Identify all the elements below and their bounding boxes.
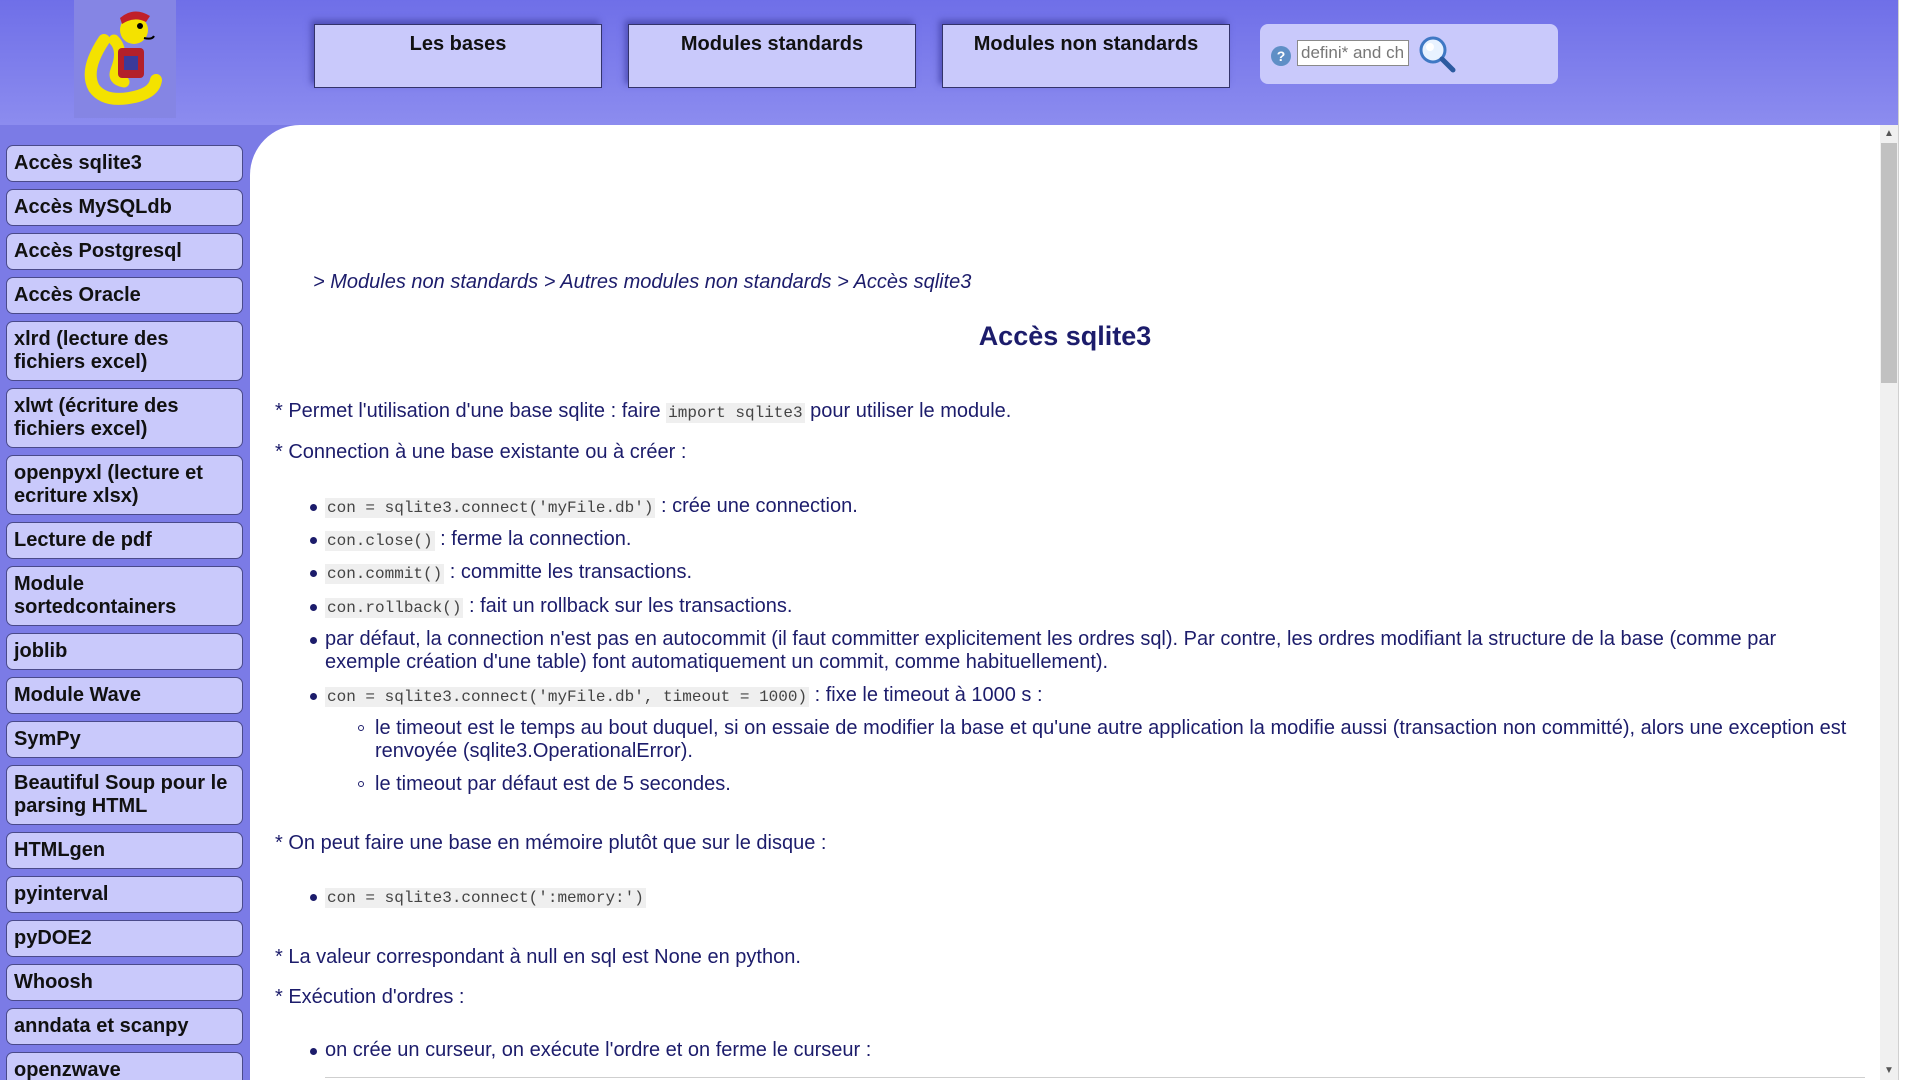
list-item — [325, 885, 1855, 910]
sidebar-item-acces-sqlite3[interactable]: Accès sqlite3 — [6, 145, 243, 182]
page-title: Accès sqlite3 — [978, 321, 1152, 351]
paragraph-execution: * Exécution d'ordres : — [275, 986, 465, 1008]
list-item-text: : committe les transactions. — [444, 561, 693, 583]
sidebar-item-joblib[interactable]: joblib — [6, 633, 243, 670]
inline-code: con = sqlite3.connect('myFile.db', timeout = 1000) — [327, 688, 808, 706]
breadcrumb — [313, 271, 971, 294]
nav-modules-non-standards-button[interactable]: Modules non standards — [942, 24, 1230, 88]
list-item-text: : crée une connection. — [655, 495, 858, 517]
sidebar-item-acces-postgresql[interactable]: Accès Postgresql — [6, 233, 243, 270]
inline-code: con.close() — [327, 532, 433, 550]
list-item — [325, 495, 1855, 520]
search-input[interactable] — [1297, 40, 1409, 66]
sidebar-item-sympy[interactable]: SymPy — [6, 721, 243, 758]
python-logo[interactable] — [74, 0, 176, 118]
list-item — [325, 528, 1855, 553]
sidebar-item-openzwave[interactable]: openzwave — [6, 1052, 243, 1080]
paragraph-memory: * On peut faire une base en mémoire plutôt que sur le disque : — [275, 832, 827, 854]
paragraph-null: * La valeur correspondant à null en sql est None en python. — [275, 946, 801, 968]
breadcrumb-autres-modules-link[interactable]: Autres modules non standards — [560, 271, 832, 293]
inline-code: con = sqlite3.connect(':memory:') — [327, 889, 644, 907]
inline-code: con = sqlite3.connect('myFile.db') — [327, 499, 654, 517]
code-block-top-border — [325, 1077, 1865, 1078]
sidebar-item-htmlgen[interactable]: HTMLgen — [6, 832, 243, 869]
inline-code: import sqlite3 — [668, 404, 803, 422]
main-content — [250, 125, 1880, 1080]
list-item — [325, 595, 1855, 620]
scrollbar-thumb[interactable] — [1881, 143, 1897, 383]
sidebar-item-module-wave[interactable]: Module Wave — [6, 677, 243, 714]
list-item: on crée un curseur, on exécute l'ordre et on ferme le curseur : — [325, 1039, 1855, 1062]
snake-mascot-icon — [74, 0, 176, 118]
list-item — [325, 684, 1855, 709]
paragraph-text: * Permet l'utilisation d'une base sqlite : faire — [275, 400, 667, 422]
sidebar-item-acces-oracle[interactable]: Accès Oracle — [6, 277, 243, 314]
header — [0, 0, 1898, 125]
sidebar-item-acces-mysqldb[interactable]: Accès MySQLdb — [6, 189, 243, 226]
sub-list-item: le timeout est le temps au bout duquel, si on essaie de modifier la base et qu'une autre application la modifie aussi (transaction non committé), alors une exception est renvoyée (sqlite3.OperationalError). — [375, 717, 1865, 763]
sidebar — [0, 125, 250, 1080]
sub-list-item: le timeout par défaut est de 5 secondes. — [375, 773, 1865, 796]
breadcrumb-current-page[interactable]: Accès sqlite3 — [853, 271, 972, 293]
sidebar-item-pyinterval[interactable]: pyinterval — [6, 876, 243, 913]
nav-modules-standards-button[interactable]: Modules standards — [628, 24, 916, 88]
list-item — [325, 561, 1855, 586]
scroll-down-arrow-icon[interactable]: ▼ — [1884, 1065, 1894, 1076]
inline-code: con.commit() — [327, 565, 443, 583]
breadcrumb-separator: > — [313, 271, 331, 293]
paragraph-intro — [275, 400, 1011, 423]
window-edge — [1898, 0, 1920, 1080]
paragraph-text: pour utiliser le module. — [804, 400, 1012, 422]
sidebar-item-pydoe2[interactable]: pyDOE2 — [6, 920, 243, 957]
help-icon[interactable]: ? — [1271, 46, 1291, 66]
list-item: par défaut, la connection n'est pas en autocommit (il faut committer explicitement les ordres sql). Par contre, les ordres modifiant la structure de la base (comme par exemple création d'une table) font automatiquement un commit, comme habituellement). — [325, 628, 1855, 674]
list-item-text: : fixe le timeout à 1000 s : — [809, 684, 1043, 706]
list-item-text: : fait un rollback sur les transactions. — [463, 595, 793, 617]
sidebar-item-xlrd[interactable]: xlrd (lecture des fichiers excel) — [6, 321, 243, 381]
scroll-up-arrow-icon[interactable]: ▲ — [1884, 128, 1894, 139]
sidebar-item-sortedcontainers[interactable]: Module sortedcontainers — [6, 566, 243, 626]
breadcrumb-modules-non-standards-link[interactable]: Modules non standards — [330, 271, 539, 293]
search-box — [1260, 24, 1558, 84]
sidebar-item-lecture-pdf[interactable]: Lecture de pdf — [6, 522, 243, 559]
breadcrumb-separator: > — [831, 271, 854, 293]
nav-les-bases-button[interactable]: Les bases — [314, 24, 602, 88]
breadcrumb-separator: > — [538, 271, 561, 293]
search-icon[interactable] — [1417, 34, 1457, 74]
sidebar-item-xlwt[interactable]: xlwt (écriture des fichiers excel) — [6, 388, 243, 448]
sidebar-item-anndata-scanpy[interactable]: anndata et scanpy — [6, 1008, 243, 1045]
list-item-text: : ferme la connection. — [434, 528, 632, 550]
sidebar-item-openpyxl[interactable]: openpyxl (lecture et ecriture xlsx) — [6, 455, 243, 515]
sidebar-item-beautiful-soup[interactable]: Beautiful Soup pour le parsing HTML — [6, 765, 243, 825]
sidebar-item-whoosh[interactable]: Whoosh — [6, 964, 243, 1001]
paragraph-connection: * Connection à une base existante ou à créer : — [275, 441, 687, 463]
vertical-scrollbar[interactable] — [1880, 125, 1898, 1080]
inline-code: con.rollback() — [327, 599, 462, 617]
